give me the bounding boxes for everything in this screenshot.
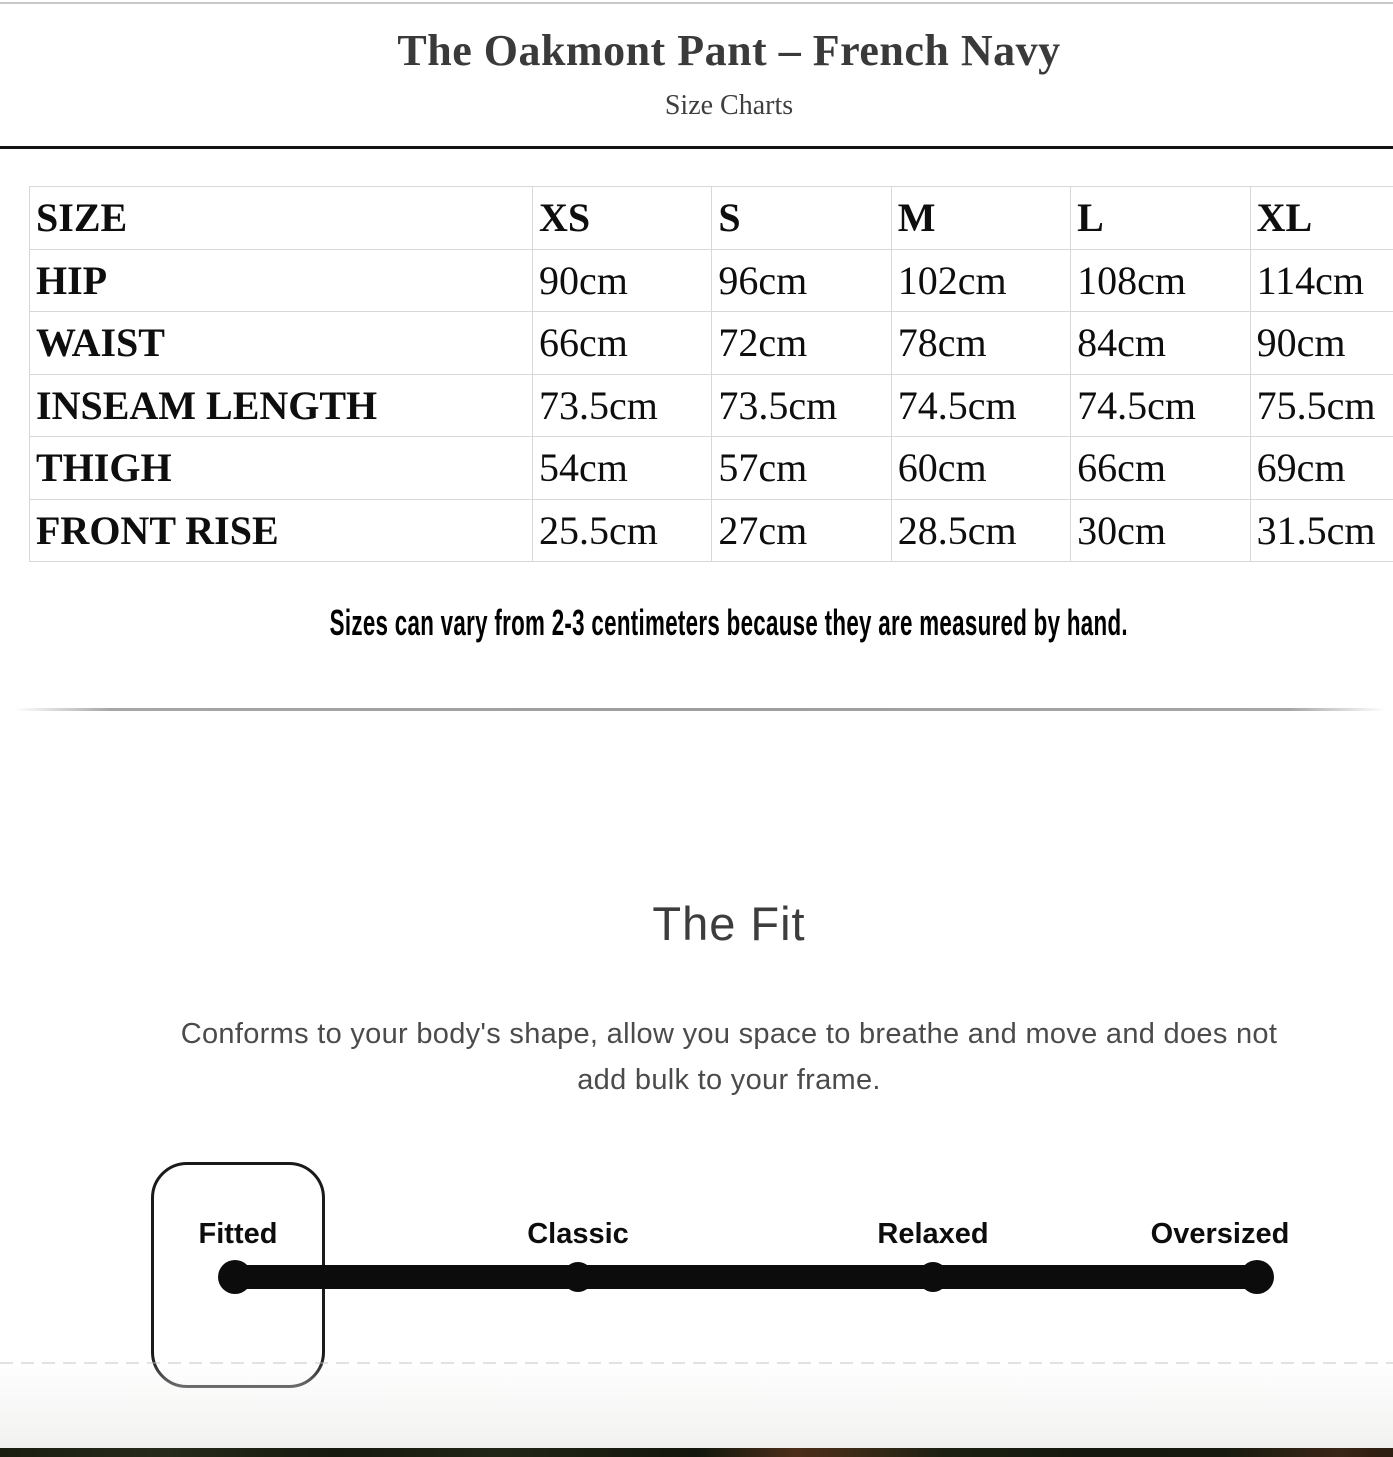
cell-hip-xs: 90cm [533,249,712,312]
fit-dot-relaxed [918,1262,948,1292]
fit-dot-oversized [1240,1260,1274,1294]
cell-frontrise-xl: 31.5cm [1250,499,1393,562]
cell-hip-xl: 114cm [1250,249,1393,312]
column-header-s: S [712,187,891,250]
bottom-fade [0,1358,1393,1448]
cell-hip-s: 96cm [712,249,891,312]
header-divider [0,146,1393,149]
header [0,0,1393,122]
size-chart-table [29,186,1393,562]
fit-label-classic: Classic [527,1218,629,1250]
section-divider [15,708,1385,711]
row-label-inseam: INSEAM LENGTH [30,374,533,437]
cell-waist-xs: 66cm [533,312,712,375]
cell-thigh-xl: 69cm [1250,437,1393,500]
cell-frontrise-m: 28.5cm [891,499,1070,562]
fit-label-relaxed: Relaxed [877,1218,989,1250]
table-row [30,374,1393,437]
page-subtitle: Size Charts [664,90,794,121]
cell-inseam-m: 74.5cm [891,374,1070,437]
row-label-hip: HIP [30,249,533,312]
product-photo-edge [0,1448,1393,1457]
fit-label-fitted: Fitted [198,1218,278,1250]
fit-description: Conforms to your body's shape, allow you space to breathe and move and does not add bulk to your frame. [180,1018,1278,1096]
cell-inseam-s: 73.5cm [712,374,891,437]
cell-waist-l: 84cm [1071,312,1250,375]
cell-thigh-l: 66cm [1071,437,1250,500]
fit-dot-classic [563,1262,593,1292]
measurement-note-text: Sizes can vary from 2-3 centimeters because they are measured by hand. [329,602,1129,643]
fit-heading: The Fit [652,897,806,950]
fit-scale-bar [235,1265,1257,1289]
cell-inseam-xl: 75.5cm [1250,374,1393,437]
table-row [30,249,1393,312]
table-row [30,312,1393,375]
cell-waist-xl: 90cm [1250,312,1393,375]
column-header-xs: XS [533,187,712,250]
cell-frontrise-s: 27cm [712,499,891,562]
cell-thigh-xs: 54cm [533,437,712,500]
cell-frontrise-xs: 25.5cm [533,499,712,562]
fit-label-oversized: Oversized [1150,1218,1290,1250]
page-title: The Oakmont Pant – French Navy [397,26,1061,75]
measurement-note [0,601,1393,645]
column-header-m: M [891,187,1070,250]
cell-hip-l: 108cm [1071,249,1250,312]
table-row [30,437,1393,500]
column-header-xl: XL [1250,187,1393,250]
row-label-thigh: THIGH [30,437,533,500]
column-header-l: L [1071,187,1250,250]
table-row [30,499,1393,562]
row-label-waist: WAIST [30,312,533,375]
cell-inseam-l: 74.5cm [1071,374,1250,437]
cell-inseam-xs: 73.5cm [533,374,712,437]
table-header-row [30,187,1393,250]
row-label-front-rise: FRONT RISE [30,499,533,562]
cell-thigh-m: 60cm [891,437,1070,500]
cell-waist-s: 72cm [712,312,891,375]
fit-dot-fitted [218,1260,252,1294]
cell-waist-m: 78cm [891,312,1070,375]
cell-hip-m: 102cm [891,249,1070,312]
cell-frontrise-l: 30cm [1071,499,1250,562]
cell-thigh-s: 57cm [712,437,891,500]
column-header-size: SIZE [30,187,533,250]
